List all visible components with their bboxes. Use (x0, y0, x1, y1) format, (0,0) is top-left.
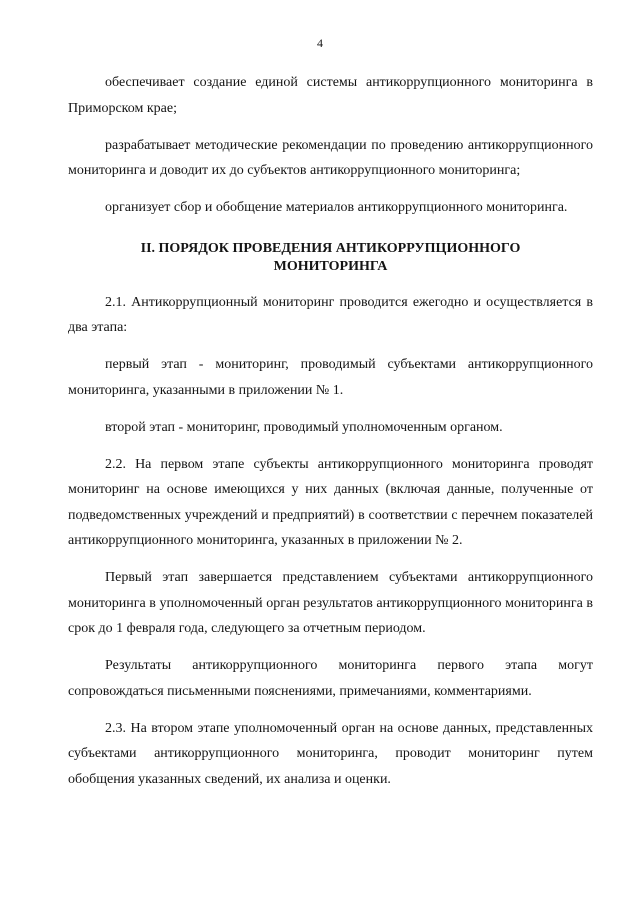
paragraph: Первый этап завершается представлением субъектами антикоррупционного мониторинга в уполномоченный орган результатов антикоррупционного мониторинга в срок до 1 февраля года, следующего за отчетным периодом. (68, 570, 593, 636)
section-heading-line: МОНИТОРИНГА (273, 258, 388, 274)
paragraph: организует сбор и обобщение материалов антикоррупционного мониторинга. (105, 200, 568, 215)
section-heading (68, 240, 593, 276)
paragraph: 2.2. На первом этапе субъекты антикоррупционного мониторинга проводят мониторинг на основе имеющихся у них данных (включая данные, полученные от подведомственных учреждений и предприятий) в соответствии с перечнем показателей антикоррупционного мониторинга, указанных в приложении № 2. (68, 456, 593, 548)
paragraph: разрабатывает методические рекомендации по проведению антикоррупционного мониторинга и доводит их до субъектов антикоррупционного мониторинга; (68, 137, 593, 178)
paragraph: Результаты антикоррупционного мониторинга первого этапа могут сопровождаться письменными пояснениями, примечаниями, комментариями. (68, 658, 593, 699)
paragraph: обеспечивает создание единой системы антикоррупционного мониторинга в Приморском крае; (68, 75, 593, 116)
paragraph: первый этап - мониторинг, проводимый субъектами антикоррупционного мониторинга, указанными в приложении № 1. (68, 357, 593, 398)
page-number: 4 (317, 36, 323, 50)
document-body (68, 70, 593, 804)
paragraph: 2.3. На втором этапе уполномоченный орган на основе данных, представленных субъектами антикоррупционного мониторинга, проводит мониторинг путем обобщения указанных сведений, их анализа и оценки. (68, 720, 593, 787)
paragraph: 2.1. Антикоррупционный мониторинг проводится ежегодно и осуществляется в два этапа: (68, 294, 593, 335)
paragraph: второй этап - мониторинг, проводимый уполномоченным органом. (105, 419, 503, 435)
section-heading-line: II. ПОРЯДОК ПРОВЕДЕНИЯ АНТИКОРРУПЦИОННОГО (140, 240, 521, 256)
